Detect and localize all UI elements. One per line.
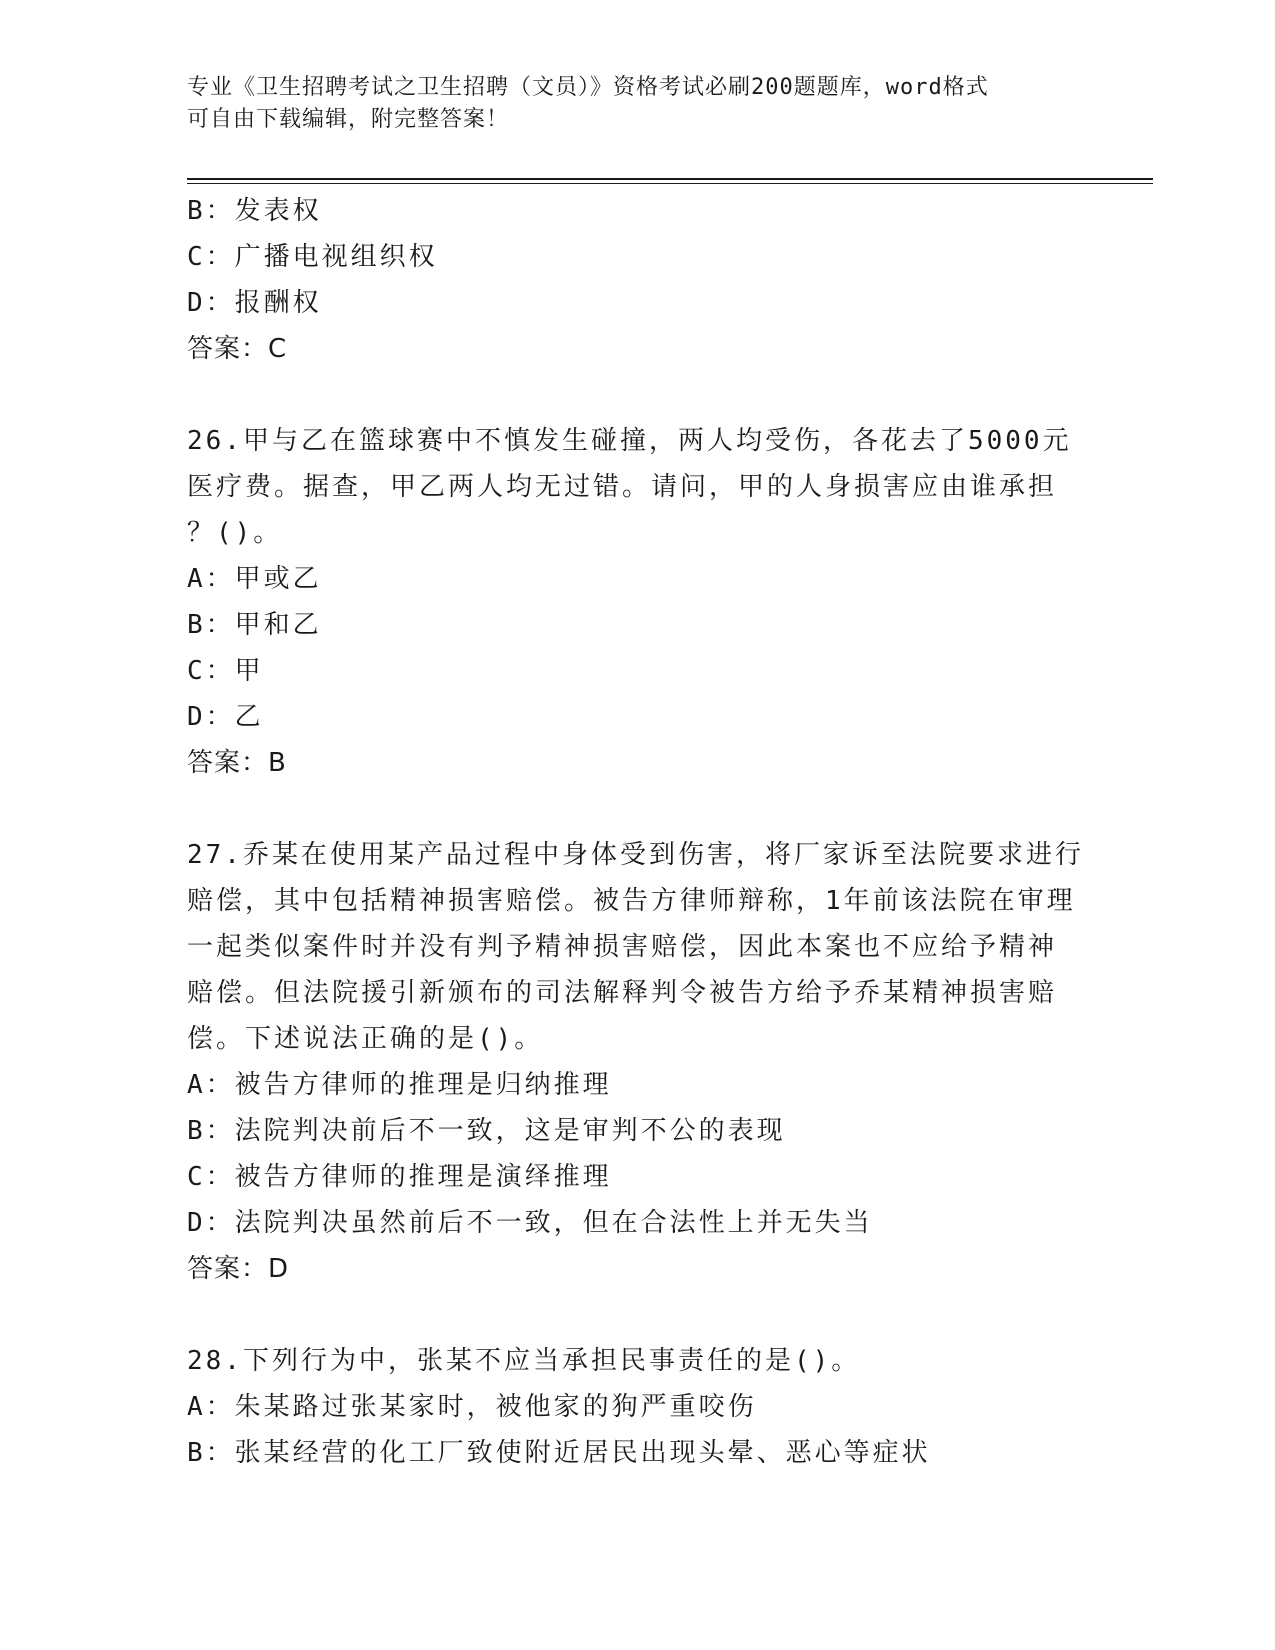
- q28-option-a: A：朱某路过张某家时，被他家的狗严重咬伤: [187, 1392, 757, 1422]
- question-27: [187, 832, 1087, 1292]
- q26-stem-line-2: 医疗费。据查，甲乙两人均无过错。请问，甲的人身损害应由谁承担: [187, 472, 1058, 502]
- q27-option-a: A：被告方律师的推理是归纳推理: [187, 1070, 612, 1100]
- spacer: [187, 786, 1087, 832]
- q25-answer: 答案：C: [187, 334, 288, 364]
- header-divider-thin: [187, 183, 1153, 184]
- q28-stem-line-1: 28.下列行为中，张某不应当承担民事责任的是()。: [187, 1346, 861, 1376]
- q27-answer: 答案：D: [187, 1254, 290, 1284]
- q26-answer: 答案：B: [187, 748, 287, 778]
- page-header: [187, 72, 1067, 136]
- q27-stem-line-2: 赔偿，其中包括精神损害赔偿。被告方律师辩称，1年前该法院在审理: [187, 886, 1076, 916]
- q27-stem-line-1: 27.乔某在使用某产品过程中身体受到伤害，将厂家诉至法院要求进行: [187, 840, 1084, 870]
- q27-stem-line-4: 赔偿。但法院援引新颁布的司法解释判令被告方给予乔某精神损害赔: [187, 978, 1058, 1008]
- question-25-tail: [187, 188, 1087, 372]
- q26-stem-line-1: 26.甲与乙在篮球赛中不慎发生碰撞，两人均受伤，各花去了5000元: [187, 426, 1072, 456]
- q25-option-b: B：发表权: [187, 196, 322, 226]
- q27-stem-line-3: 一起类似案件时并没有判予精神损害赔偿，因此本案也不应给予精神: [187, 932, 1058, 962]
- question-content: [187, 188, 1087, 1476]
- q25-option-c: C：广播电视组织权: [187, 242, 438, 272]
- q27-stem-line-5: 偿。下述说法正确的是()。: [187, 1024, 544, 1054]
- q25-option-d: D：报酬权: [187, 288, 322, 318]
- header-title-line-2: 可自由下载编辑，附完整答案！: [187, 107, 510, 132]
- question-26: [187, 418, 1087, 786]
- q28-option-b: B：张某经营的化工厂致使附近居民出现头晕、恶心等症状: [187, 1438, 931, 1468]
- q27-option-d: D：法院判决虽然前后不一致，但在合法性上并无失当: [187, 1208, 873, 1238]
- q26-option-b: B：甲和乙: [187, 610, 322, 640]
- q26-stem-line-3: ？()。: [187, 518, 283, 548]
- q26-option-a: A：甲或乙: [187, 564, 322, 594]
- q26-option-c: C：甲: [187, 656, 264, 686]
- spacer: [187, 1292, 1087, 1338]
- q26-option-d: D：乙: [187, 702, 264, 732]
- header-title-line-1: 专业《卫生招聘考试之卫生招聘（文员）》资格考试必刷200题题库，word格式: [187, 75, 989, 100]
- question-28: [187, 1338, 1087, 1476]
- q27-option-b: B：法院判决前后不一致，这是审判不公的表现: [187, 1116, 786, 1146]
- spacer: [187, 372, 1087, 418]
- q27-option-c: C：被告方律师的推理是演绎推理: [187, 1162, 612, 1192]
- header-divider-thick: [187, 178, 1153, 180]
